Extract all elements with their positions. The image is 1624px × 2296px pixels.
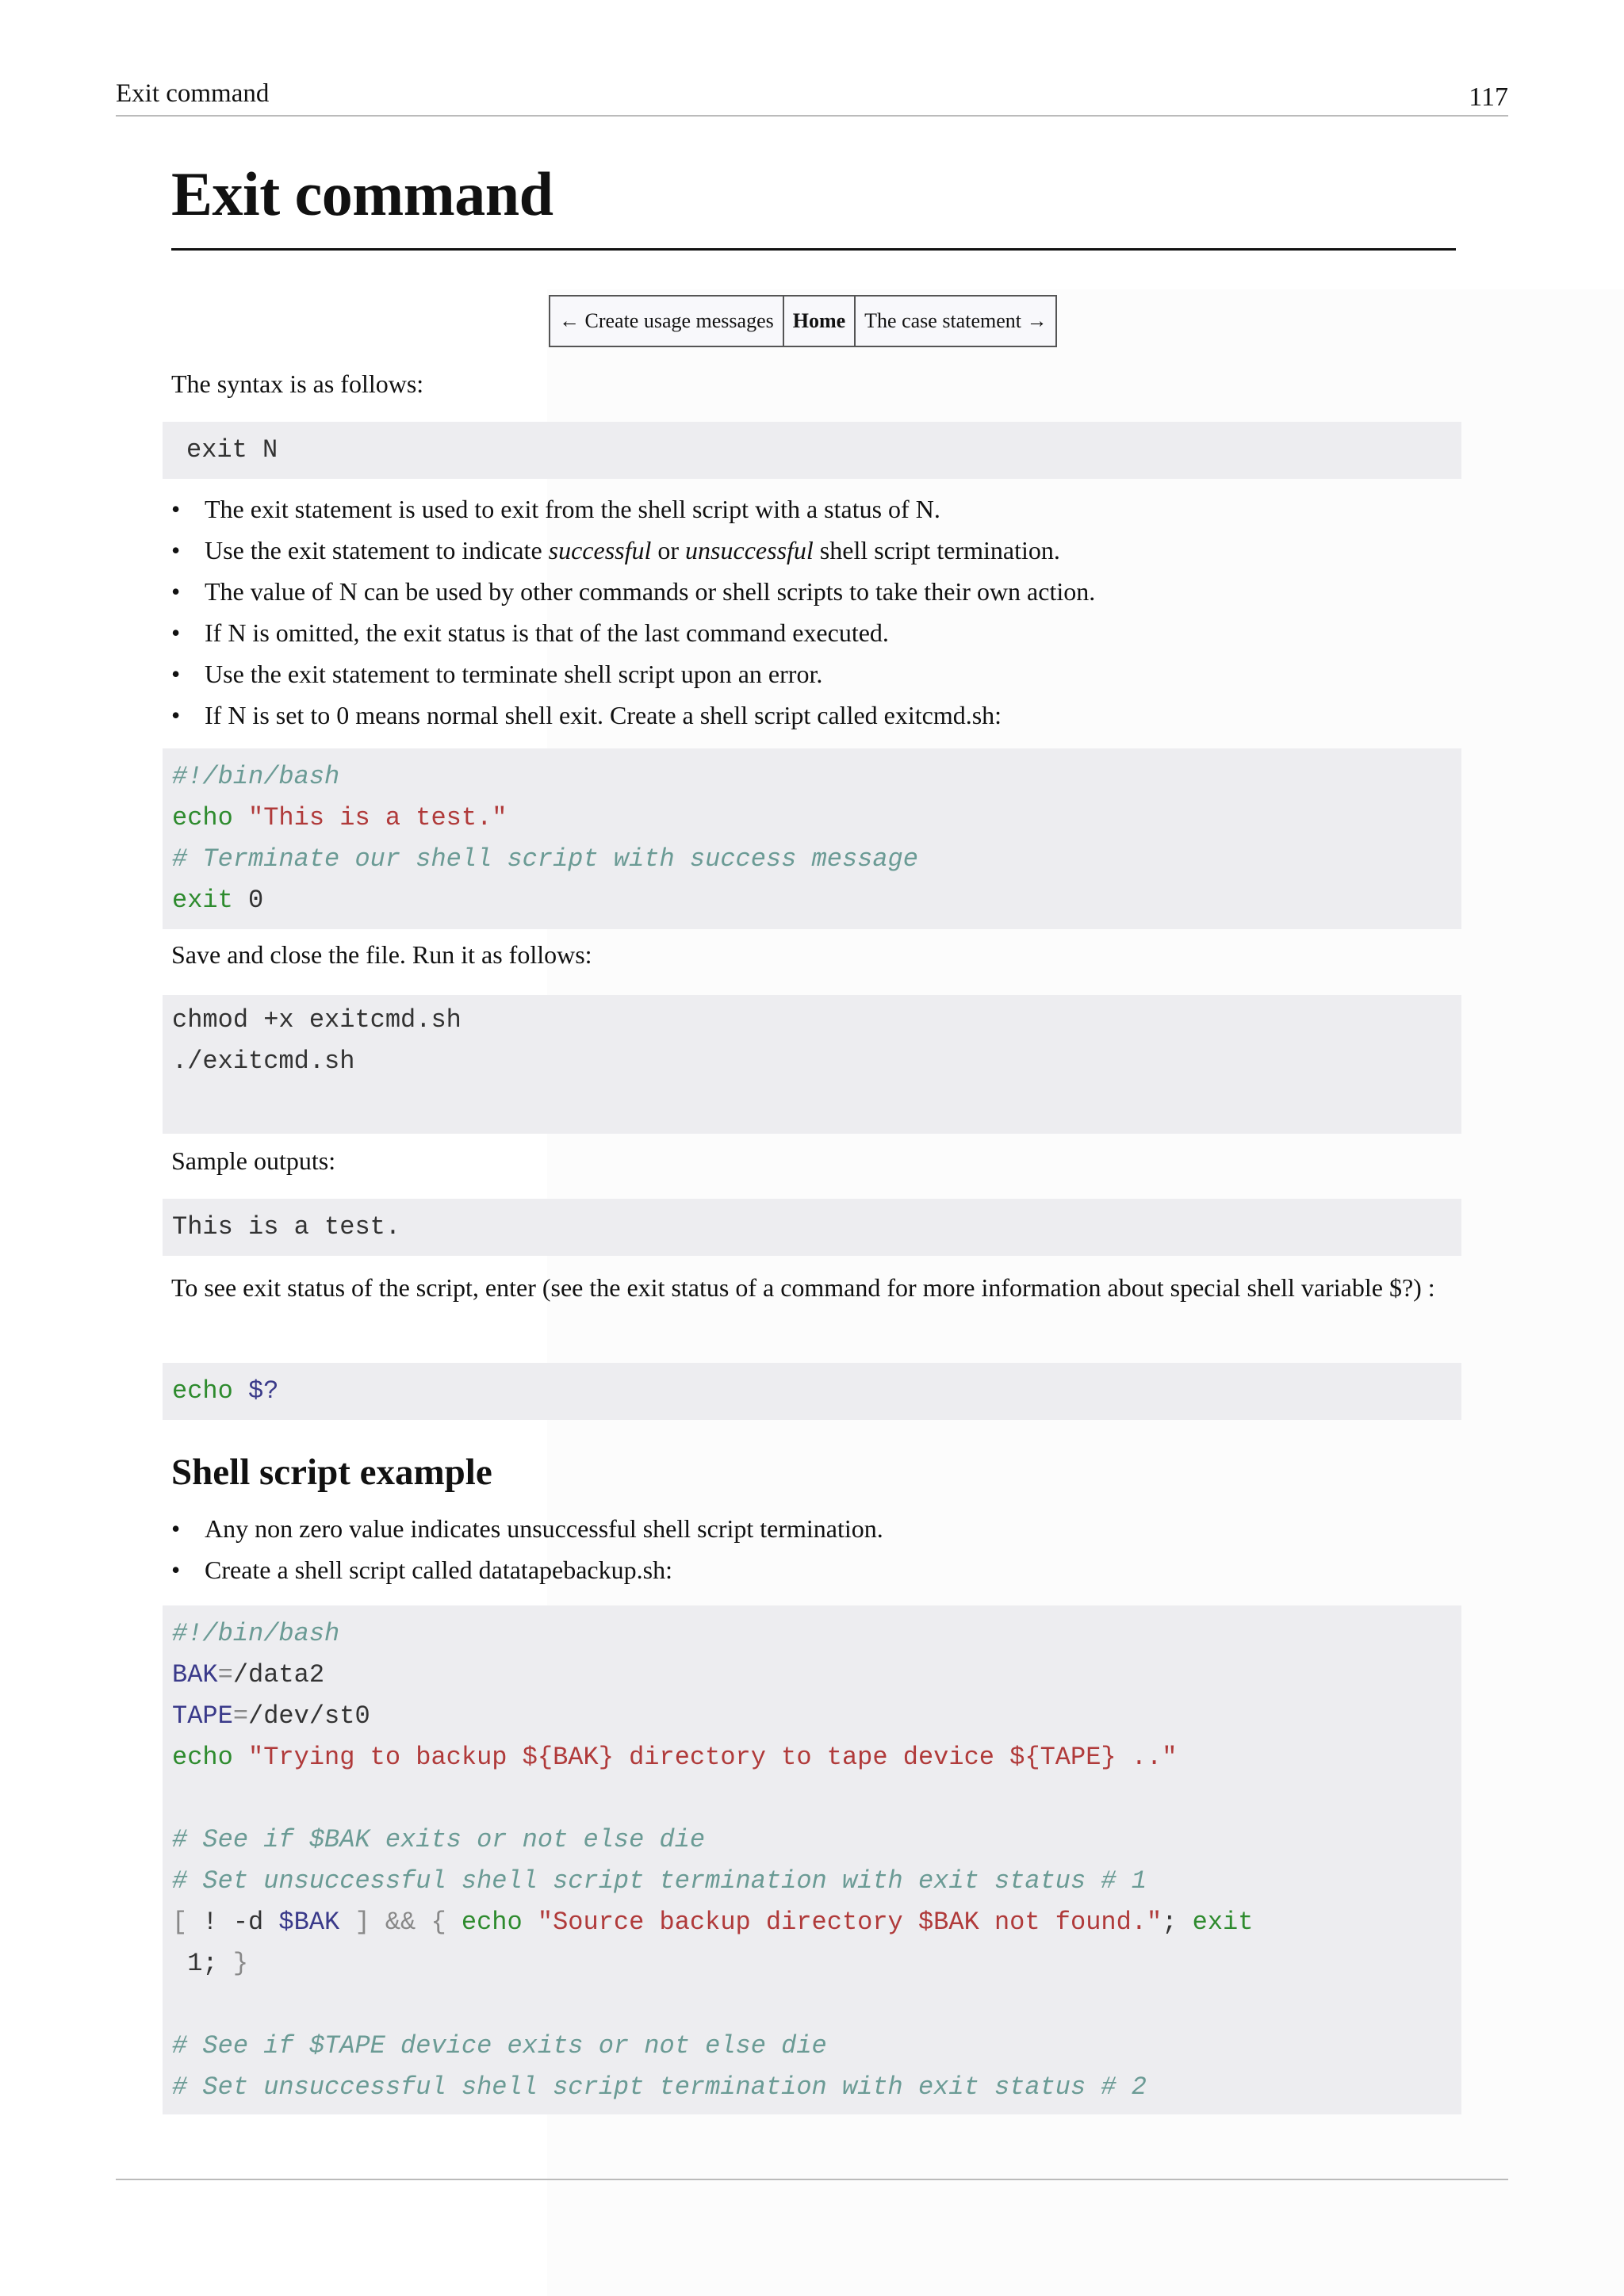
code-line (172, 2067, 1147, 2108)
code-line (172, 880, 263, 921)
code-token: # Set unsuccessful shell script termination with exit status # 2 (172, 2072, 1147, 2102)
code-token: ] && { (339, 1908, 462, 1937)
nav-prev-link[interactable]: ← Create usage messages (559, 309, 774, 332)
nav-next-cell (856, 297, 1055, 346)
code-token: ; (1162, 1908, 1193, 1937)
nav-next-link[interactable]: The case statement → (864, 309, 1048, 332)
code-token: echo (172, 803, 233, 832)
code-token (233, 803, 248, 832)
sample-outputs-label: Sample outputs: (171, 1146, 336, 1175)
code-token: $? (248, 1376, 279, 1406)
list-item (171, 695, 1095, 736)
code-line: ./exitcmd.sh (172, 1047, 355, 1076)
code-token: # Set unsuccessful shell script termination with exit status # 1 (172, 1866, 1147, 1896)
section-heading: Shell script example (171, 1452, 492, 1493)
code-line (172, 1861, 1147, 1902)
code-token: #!/bin/bash (172, 1619, 340, 1648)
code-line (172, 798, 507, 839)
code-token: = (217, 1660, 233, 1689)
bullet-list-exit (171, 488, 1095, 736)
code-token (233, 1376, 248, 1406)
chmod-code-block (163, 995, 1461, 1134)
item-emphasis: successful (548, 536, 652, 564)
code-line (172, 1613, 339, 1655)
code-token: echo (172, 1743, 233, 1772)
code-line (172, 1696, 370, 1737)
code-token: echo (461, 1908, 523, 1937)
header-divider (116, 115, 1508, 117)
code-line (172, 839, 918, 880)
intro-paragraph: The syntax is as follows: (171, 369, 424, 398)
sample-output-block (163, 1199, 1461, 1256)
item-text: Use the exit statement to terminate shell script upon an error. (205, 660, 823, 688)
code-line (172, 1902, 1253, 1943)
item-text: shell script termination. (813, 536, 1060, 564)
code-token: [ (172, 1908, 188, 1937)
code-token: } (232, 1949, 249, 1978)
item-text: The exit statement is used to exit from the shell script with a status of N. (205, 495, 940, 523)
code-token: exit (1192, 1908, 1254, 1937)
code-token: "Trying to backup ${BAK} directory to tape device ${TAPE} .." (248, 1743, 1178, 1772)
title-underline (171, 248, 1456, 251)
backup-script-code-block (163, 1605, 1461, 2114)
list-item (171, 530, 1095, 571)
code-token: # See if $BAK exits or not else die (172, 1825, 706, 1854)
exitcmd-code-block (163, 748, 1461, 929)
code-token: ! -d (187, 1908, 279, 1937)
code-token: 1; (172, 1949, 233, 1978)
syntax-code-block (163, 422, 1461, 479)
code-token: TAPE (172, 1701, 233, 1731)
code-token: "Source backup directory $BAK not found." (537, 1908, 1162, 1937)
code-token: # Terminate our shell script with success message (172, 844, 918, 874)
list-item (171, 488, 1095, 530)
item-text: If N is omitted, the exit status is that of the last command executed. (205, 618, 889, 647)
footer-divider (116, 2179, 1508, 2180)
code-token: echo (172, 1376, 233, 1406)
nav-home-cell (784, 297, 856, 346)
code-line: exit N (186, 435, 278, 465)
code-line (172, 1820, 705, 1861)
item-text: If N is set to 0 means normal shell exit. Create a shell script called exitcmd.sh: (205, 701, 1002, 729)
save-paragraph: Save and close the file. Run it as follows: (171, 940, 592, 969)
page-number: 117 (1469, 82, 1508, 112)
code-token: "This is a test." (248, 803, 508, 832)
exit-status-paragraph: To see exit status of the script, enter (see the exit status of a command for more information about special shell variable $?) : (171, 1273, 1435, 1302)
list-item (171, 612, 1095, 653)
echo-status-code-block (163, 1363, 1461, 1420)
nav-prev-cell (550, 297, 784, 346)
running-header-title: Exit command (116, 79, 270, 108)
code-token: 0 (232, 886, 264, 915)
code-token: /dev/st0 (248, 1701, 370, 1731)
code-line (172, 1737, 1177, 1778)
code-token: $BAK (278, 1908, 340, 1937)
code-line (172, 756, 339, 798)
item-text: The value of N can be used by other commands or shell scripts to take their own action. (205, 577, 1096, 606)
list-item (171, 571, 1095, 612)
page-title: Exit command (171, 159, 553, 228)
list-item: • Any non zero value indicates unsuccessful shell script termination. (171, 1508, 883, 1549)
code-token: /data2 (232, 1660, 325, 1689)
code-token (523, 1908, 538, 1937)
code-line: This is a test. (172, 1212, 401, 1242)
navigation-box (549, 295, 1057, 347)
code-token: BAK (172, 1660, 218, 1689)
code-line (172, 1943, 248, 1984)
item-text: or (651, 536, 686, 564)
code-token: # See if $TAPE device exits or not else die (172, 2031, 827, 2061)
code-line (172, 2026, 827, 2067)
list-item (171, 653, 1095, 695)
item-text: Use the exit statement to indicate (205, 536, 549, 564)
code-line (172, 1371, 278, 1412)
code-line (172, 1655, 324, 1696)
item-emphasis: unsuccessful (685, 536, 814, 564)
bullet-list-example (171, 1508, 883, 1590)
nav-home-link[interactable]: Home (792, 309, 846, 332)
code-token: #!/bin/bash (172, 762, 340, 791)
code-token: = (232, 1701, 249, 1731)
list-item: • Create a shell script called datatapebackup.sh: (171, 1549, 883, 1590)
code-token (233, 1743, 248, 1772)
code-line: chmod +x exitcmd.sh (172, 1005, 462, 1035)
code-token: exit (172, 886, 233, 915)
